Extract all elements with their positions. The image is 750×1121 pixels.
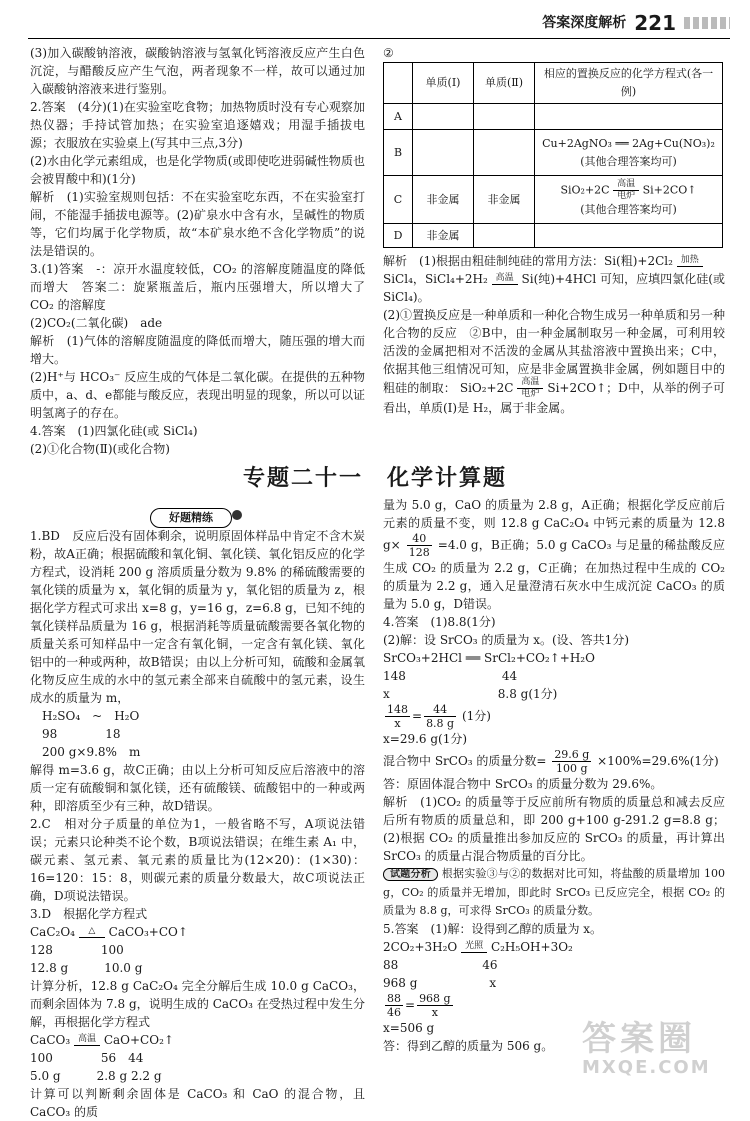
paragraph [383,496,725,613]
header-rule [28,38,730,39]
text-line: 5.答案 (1)解：设得到乙醇的质量为 x。 [383,922,603,936]
badge-decoration-icon [232,510,242,520]
condition-bottom: 电炉 [521,389,540,399]
equation-right: CaCO₃+CO↑ [108,925,188,939]
paragraph: 解得 m=3.6 g，故C正确；由以上分析可知反应后溶液中的溶质一定有硫酸铜和氯化镁，还有硫酸镁、硫酸铝中的一种或两种，即溶质至少有三种，故D错误。 [30,763,365,813]
equation: Cu+2AgNO₃ ══ 2Ag+Cu(NO₃)₂ [542,136,715,150]
paragraph: (2)CO₂(二氧化碳) ade [30,316,163,330]
table-cell [474,104,535,130]
equation-left: 2CO₂+3H₂O [383,940,458,954]
text: 解析 (1)根据由粗硅制纯硅的常用方法：Si(粗)+2Cl₂ [383,254,673,268]
numerator: 968 g [419,992,451,1005]
equation-right: CaO+CO₂↑ [103,1033,174,1047]
paragraph: 3.(1)答案 -：凉开水温度较低，CO₂ 的溶解度随温度的降低而增大 答案二：旋紧瓶盖后，瓶内压强增大，所以增大了 CO₂ 的溶解度 [30,262,365,312]
condition-top: 加热 [680,254,699,265]
watermark-text: 答案圈 [582,1019,696,1059]
table-marker: ② [383,46,394,60]
text-line: (2)解：设 SrCO₃ 的质量为 x。(设、答共1分) [383,633,629,647]
paragraph: 解析 (1)实验室规则包括：不在实验室吃东西，不在实验室打闹，不能湿手插拔电源等。(2)矿泉水中含有水，呈碱性的物质等，它们均属于化学物质，故“本矿泉水绝不含化学物质”的说法是错误的。 [30,190,365,258]
watermark-url: MXQE.COM [582,1057,711,1078]
condition-top: △ [88,925,96,936]
table-cell: 非金属 [413,224,474,248]
equation-line [30,1031,365,1049]
right-column-bottom [383,496,725,1055]
text-line: 4.答案 (1)8.8(1分) [383,615,496,629]
denominator: 100 g [556,762,588,775]
right-column-top [383,44,725,417]
table-header: 单质(Ⅱ) [474,63,535,104]
text: (1分) [461,709,491,723]
paragraph: (2)水由化学元素组成，也是化学物质(或即使吃进弱碱性物质也会被胃酸中和)(1分) [30,154,365,186]
analysis-line [383,270,725,306]
paragraph: (2)①化合物(Ⅱ)(或化合物) [30,442,170,456]
reaction-condition [74,1035,100,1047]
table-row [384,130,723,176]
equation-line: 5.0 g 2.8 g 2.2 g [30,1069,162,1083]
paragraph: (2)H⁺与 HCO₃⁻ 反应生成的气体是二氧化碳。在提供的五种物质中，a、d、e都能与酸反应，表现出明显的现象，所以可以证明氢离子的存在。 [30,370,365,420]
denominator: 128 [408,546,430,559]
fraction [417,992,453,1019]
table-cell: 非金属 [474,176,535,224]
table-row [384,104,723,130]
table-cell: D [384,224,413,248]
paragraph [383,306,725,417]
equation-left: SiO₂+2C [459,381,514,395]
fraction [385,703,410,730]
text: 量为 5.0 g，CaO 的质量为 2.8 g，A正确；根据化学反应前后元素的质量不变，则 12.8 g CaC₂O₄ 中钙元素的质量为 12.8 g× [383,498,725,552]
text-line: x=506 g [383,1021,435,1035]
equation-line: SrCO₃+2HCl ══ SrCl₂+CO₂↑+H₂O [383,651,595,665]
section-badge: 好题精练 [150,508,232,528]
denominator: 46 [387,1006,401,1019]
table-cell [535,224,723,248]
equation-line: 148 44 [383,669,518,683]
equation-line: 88 46 [383,958,498,972]
equation-line [30,923,365,941]
condition-top: 高温 [77,1033,96,1044]
equation-line: 100 56 44 [30,1051,144,1065]
fraction [424,703,456,730]
condition-top: 光照 [465,940,484,951]
denominator: x [431,1006,438,1019]
table-cell [413,130,474,176]
equation-block [30,923,365,977]
text: (2)①置换反应是一种单质和一种化合物生成另一种单质和另一种化合物的反应 ②B中，由一种金属制取另一种金属，可利用较活泼的金属把相对不活泼的金属从其盐溶液中置换出来；C中，依据其他三组情况可知，应是非金属置换非金属，例如题目中的粗硅的制取： [383,308,725,395]
reaction-condition [492,274,518,286]
fraction [385,992,403,1019]
condition-top: 高温 [495,272,514,283]
denominator: x [394,717,401,730]
proportion-line: $\frac{88}{46}$ = $\frac{968 g}{x}$ [387,992,451,1019]
equals-sign [74,1045,100,1046]
equals-sign [79,937,105,938]
table-cell: C [384,176,413,224]
page-number: 221 [634,11,676,35]
paragraph: 4.答案 (1)四氯化硅(或 SiCl₄) [30,424,198,438]
trial-analysis-label: 试题分析 [383,868,438,881]
reaction-condition [461,942,487,954]
equals-sign [677,266,703,267]
proportion-line: $\frac{148}{x}$ = $\frac{44}{8.8 g}$ (1分) [387,703,491,730]
equation-left: SiO₂+2C [560,183,610,197]
equation-line: 98 18 [42,727,121,741]
paragraph: 计算可以判断剩余固体是 CaCO₃ 和 CaO 的混合物，且 CaCO₃ 的质 [30,1087,365,1119]
table-cell [413,104,474,130]
equation-block [30,707,365,761]
table-cell [535,104,723,130]
paragraph: 1.BD 反应后没有固体剩余，说明原固体样品中肯定不含木炭粉，故A正确；根据硫酸和氧化铜、氧化镁、氧化铝反应的化学方程式，设消耗 200 g 溶质质量分数为 9.8% 的稀硫酸需要的氧化镁的质量为 x，氧化铜的质量为 y，氧化铝的质量为 z，根据化学方程式可求出 x=8 g，y=16 g，z=6.8 g，已知不纯的氧化镁样品质量为 16 g，根据消耗等质量硫酸需要各氧化物的质量关系可知样品中一定含有氧化铜，一定含有氧化镁、氧化铝中的一种或两种，故B错误；由以上分析可知，硫酸和金属氧化物反应生成的水中的氢元素全部来自硫酸中的氢元素，设生成水的质量为 m， [30,529,365,705]
text: SiCl₄，SiCl₄+2H₂ [383,272,488,286]
table-header: 单质(Ⅰ) [413,63,474,104]
condition-top: 高温 [521,377,540,387]
paragraph [383,865,725,920]
paragraph: 2.答案 (4分)(1)在实验室吃食物；加热物质时没有专心观察加热仪器；手持试管加热；在实验室追逐嬉戏；用湿手插拔电源；衣服放在实验桌上(写其中三点,3分) [30,100,365,150]
text: ×100%=29.6%(1分) [597,754,719,768]
text-line: 答：原固体混合物中 SrCO₃ 的质量分数为 29.6%。 [383,777,663,791]
text-line [383,748,725,775]
question-4 [383,613,725,920]
table-note: (其他合理答案均可) [580,154,677,168]
fraction [407,532,432,559]
text: Si(纯)+4HCl 可知，应填四氯化硅(或 SiCl₄)。 [383,272,726,304]
paragraph: 2.C 相对分子质量的单位为1，一般省略不写，A项说法错误；元素只论种类不论个数，B项说法错误；在维生素 A₁ 中，碳元素、氢元素、氧元素的质量比为(12×20)：(1×30)：16=120：15：8，则碳元素的质量分数最大，故C项说法正确，D项说法错误。 [30,817,365,903]
table-row [384,176,723,224]
text-line: x=29.6 g(1分) [383,732,468,746]
table-row [384,224,723,248]
equation-block [30,1031,365,1085]
paragraph: 解析 (1)CO₂ 的质量等于反应前所有物质的质量总和减去反应后所有物质的质量总和，即 200 g+100 g-291.2 g=8.8 g；(2)根据 CO₂ 的质量推出参加反应的 SrCO₃ 的质量，再计算出 SrCO₃ 的质量占混合物质量的百分比。 [383,795,725,863]
table-cell: B [384,130,413,176]
condition-bottom: 电炉 [617,191,636,201]
table-cell [535,176,723,224]
fraction [552,748,591,775]
equation-line: 968 g x [383,976,497,990]
reaction-condition [79,927,105,939]
analysis-line [383,252,725,270]
table-header-row [384,63,723,104]
numerator: 88 [387,992,401,1005]
denominator: 8.8 g [426,717,455,730]
equation [539,180,718,201]
numerator: 148 [387,703,408,716]
watermark-logo [582,1020,732,1076]
text: 混合物中 SrCO₃ 的质量分数= [383,754,547,768]
header-decoration [684,17,730,29]
page-header [542,10,730,36]
equation-line: 200 g×9.8% m [42,745,141,759]
reaction-condition [613,180,639,201]
equation-right: Si+2CO↑；D中，从举的例子可看出，单质(Ⅰ)是 H₂，属于非金属。 [383,381,725,415]
equation-left: CaC₂O₄ [30,925,75,939]
equals-sign [492,284,518,285]
equation-right: Si+2CO↑ [642,183,697,197]
numerator: 44 [424,703,456,717]
equation-left: CaCO₃ [30,1033,71,1047]
table-note: (其他合理答案均可) [580,203,677,216]
table-cell [474,130,535,176]
equation-line: H₂SO₄ ~ H₂O [42,709,140,723]
equation-line: 12.8 g 10.0 g [30,961,143,975]
reaction-condition [517,378,543,399]
equation-line: 128 100 [30,943,124,957]
paragraph: (3)加入碳酸钠溶液，碳酸钠溶液与氢氧化钙溶液反应产生白色沉淀，与醋酸反应产生气泡，两者现象不一样，故可以通过加入碳酸钠溶液来进行鉴别。 [30,46,365,96]
table-cell [474,224,535,248]
condition-top: 高温 [617,179,636,189]
equals-sign [461,952,487,953]
text-line: 答：得到乙醇的质量为 506 g。 [383,1039,554,1053]
numerator: 40 [407,532,432,546]
left-column-bottom [30,527,365,1121]
reaction-condition [677,256,703,268]
text: =4.0 g，B正确；5.0 g CaCO₃ 与足量的稀盐酸反应生成 CO₂ 的质量为 2.2 g，C正确；在加热过程中生成的 CO₂ 的质量为 2.2 g，通入足量澄清石灰水中生成沉淀 CaCO₃ 的质量为 5.0 g，D错误。 [383,538,725,611]
paragraph: 计算分析，12.8 g CaC₂O₄ 完全分解后生成 10.0 g CaCO₃，而剩余固体为 7.8 g，说明生成的 CaCO₃ 在受热过程中发生分解，再根据化学方程式 [30,979,365,1029]
equation-line [383,938,725,956]
paragraph: 解析 (1)气体的溶解度随温度的降低而增大，随压强的增大而增大。 [30,334,365,366]
paragraph: 3.D 根据化学方程式 [30,907,148,921]
left-column-top [30,44,365,458]
equation-line: x 8.8 g(1分) [383,687,558,701]
table-cell: 非金属 [413,176,474,224]
section-title: 专题二十一 化学计算题 [242,466,507,491]
table-cell: A [384,104,413,130]
equation-right: C₂H₅OH+3O₂ [490,940,573,954]
numerator: 29.6 g [554,748,590,761]
answer-table [383,62,723,248]
table-cell [535,130,723,176]
table-header [384,63,413,104]
table-header: 相应的置换反应的化学方程式(各一例) [535,63,723,104]
header-title: 答案深度解析 [542,15,627,31]
text: 根据实验③与②的数据对比可知，将盐酸的质量增加 100 g，CO₂ 的质量并无增加，即此时 SrCO₃ 已反应完全，根据 CO₂ 的质量为 8.8 g，可求得 SrCO₃ 的质量分数。 [383,867,726,917]
